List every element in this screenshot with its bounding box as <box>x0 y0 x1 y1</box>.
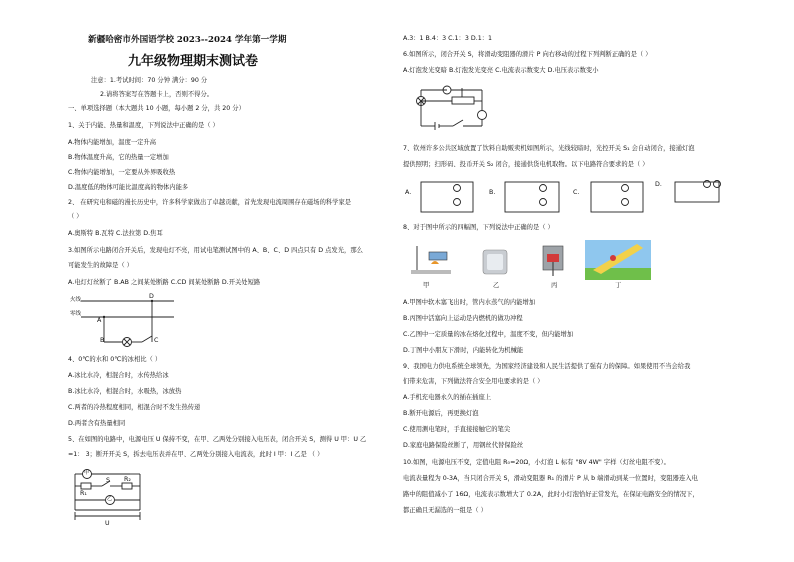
q7-label-d: D. <box>655 181 662 188</box>
q4-option-d: D.两者含有热量相同 <box>68 420 126 427</box>
q7-label-a: A. <box>405 189 412 196</box>
q3-stem-2: 可能发生的故障是（ ） <box>68 262 133 269</box>
q7-stem: 7、钦州许多公共区域放置了饮料自助贩卖机如图所示，光线较暗时，光控开关 S₁ 会自动闭合，接通灯泡 <box>403 145 695 152</box>
q8-option-c: C.乙图中一定质量的冰在熔化过程中，温度不变，但内能增加 <box>403 331 574 338</box>
q7-option-b-circuit <box>505 182 559 212</box>
q3-stem: 3.如图所示电路闭合开关后，发现电灯不亮，用试电笔测试图中的 A、B、C、D 四点只有 D 点发光，那么 <box>68 247 363 254</box>
q3-circuit-figure <box>66 292 176 354</box>
q8-label-bing: 丙 <box>551 282 558 289</box>
q7-option-figures <box>407 176 737 216</box>
q9-stem: 9、我国电力供电系统全球领先，为国家经济建设和人民生活提供了强有力的保障。如果使用不当会给我 <box>403 363 691 370</box>
fig3-label-d: D <box>149 293 154 300</box>
q8-option-b: B.丙图中活塞向上运动是内燃机的做功冲程 <box>403 315 523 322</box>
right-column <box>397 0 794 562</box>
fig5-label-yi: 乙 <box>107 496 113 502</box>
fig3-label-b: B <box>100 337 105 344</box>
fig5-label-r1: R₁ <box>80 490 87 497</box>
q7-option-a-circuit <box>421 182 473 212</box>
q4-option-b: B.冰比水冷，相混合时，水吸热，冰放热 <box>68 388 182 395</box>
q9-option-d: D.家庭电路保险丝断了，用钢丝代替保险丝 <box>403 442 524 449</box>
q3-options: A.电灯灯丝断了 B.AB 之间某处断路 C.CD 间某处断路 D.开关处短路 <box>68 279 261 286</box>
q7-option-d-circuit <box>675 181 721 203</box>
q8-label-jia: 甲 <box>423 282 430 289</box>
q2-paren: （ ） <box>68 213 83 220</box>
q2-stem: 2、 在研究电和磁的漫长历史中，许多科学家做出了卓越贡献，首先发现电流周围存在磁场的科学家是 <box>68 199 352 206</box>
q10-stem-4: 都正确且无漏选的一组是（ ） <box>403 507 487 514</box>
q5-stem: 5、在如图的电路中，电源电压 U 保持不变，在甲、乙两处分别接入电压表，闭合开关 S，测得 U 甲：U 乙 <box>68 436 367 443</box>
q6-stem: 6.如图所示，闭合开关 S，将滑动变阻器的滑片 P 向右移动的过程下列判断正确的是（ ） <box>403 51 652 58</box>
q8-label-yi: 乙 <box>493 282 500 289</box>
note-2: 2.请将答案写在答题卡上，否则不得分。 <box>100 91 214 98</box>
school-header: 新疆哈密市外国语学校 2023--2024 学年第一学期 <box>88 35 287 45</box>
fig3-live-label: 火线 <box>70 297 82 303</box>
fig3-label-a: A <box>97 317 102 324</box>
fig5-label-u: U <box>105 520 110 527</box>
q10-stem: 10.如图，电源电压不变，定值电阻 R₀=20Ω，小灯泡 L 标有 "8V 4W" 字样（灯丝电阻不变）。 <box>403 459 670 466</box>
q4-option-a: A.冰比水冷，相混合时，水传热给冰 <box>68 372 169 379</box>
q2-options: A.奥斯特 B.瓦特 C.法拉第 D.焦耳 <box>68 230 163 237</box>
fig5-label-r2: R₂ <box>124 476 131 483</box>
q1-option-c: C.物体内能增加，一定要从外界吸收热 <box>68 169 176 176</box>
q10-stem-3: 路中的阻值减小了 16Ω，电流表示数增大了 0.2A，此时小灯泡恰好正常发光，在保证电路安全的情况下， <box>403 491 699 498</box>
q9-option-c: C.使用测电笔时，手直接接触它的笔尖 <box>403 426 511 433</box>
q8-option-a: A.甲图中软木塞飞出时，管内水蒸气的内能增加 <box>403 299 536 306</box>
q10-stem-2: 电流表量程为 0-3A，当只闭合开关 S，滑动变阻器 R₁ 的滑片 P 从 b 端滑动到某一位置时，变阻器连入电 <box>403 475 698 482</box>
q1-option-a: A.物体内能增加，温度一定升高 <box>68 139 157 146</box>
q8-picture-yi <box>477 244 513 280</box>
q8-picture-jia <box>407 242 457 280</box>
q5-options: A.3：1 B.4：3 C.1：3 D.1：1 <box>403 35 493 42</box>
q7-option-c-circuit <box>591 182 643 212</box>
q8-stem: 8、对于图中所示的四幅图，下列说法中正确的是（ ） <box>403 224 554 231</box>
q9-stem-2: 们带来危害，下列做法符合安全用电要求的是（ ） <box>403 378 544 385</box>
q8-label-ding: 丁 <box>615 282 622 289</box>
exam-title: 九年级物理期末测试卷 <box>128 54 259 69</box>
q5-stem-2: =1： 3；断开开关 S，拆去电压表并在甲、乙两处分别接入电流表，此时 I 甲：I 乙是 （ ） <box>68 451 324 458</box>
section-heading: 一、单项选择题（本大题共 10 小题，每小题 2 分，共 20 分） <box>68 105 245 112</box>
note-1: 注意：1.考试时间：70 分钟 满分：90 分 <box>91 77 208 84</box>
q6-circuit-figure <box>407 80 497 130</box>
q7-stem-2: 提供照明；扫形码、投币开关 S₂ 闭合，接通供货电机取物。以下电路符合要求的是（ ） <box>403 161 649 168</box>
q8-picture-bing <box>535 242 571 280</box>
q9-option-a: A.手机充电器永久的插在插座上 <box>403 394 492 401</box>
q7-label-c: C. <box>573 189 580 196</box>
q9-option-b: B.断开电源后，再更换灯泡 <box>403 410 479 417</box>
q1-stem: 1、关于内能、热量和温度，下列说法中正确的是（ ） <box>68 122 219 129</box>
q1-option-b: B.物体温度升高，它的热量一定增加 <box>68 154 169 161</box>
q1-option-d: D.温度低的物体可能比温度高的物体内能多 <box>68 184 189 191</box>
q7-label-b: B. <box>489 189 496 196</box>
q8-picture-ding <box>585 240 651 280</box>
q8-option-d: D.丁图中小朋友下滑时，内能转化为机械能 <box>403 347 524 354</box>
q4-option-c: C.两者的冷热程度相同，相混合时不发生热传递 <box>68 404 201 411</box>
fig5-label-s: S <box>106 477 110 484</box>
fig5-label-jia: 甲 <box>84 470 90 476</box>
fig3-label-c: C <box>154 337 159 344</box>
q4-stem: 4、0℃的水和 0℃的冰相比（ ） <box>68 356 162 363</box>
fig3-neutral-label: 零线 <box>70 311 82 317</box>
q6-options: A.灯泡发光变暗 B.灯泡发光变亮 C.电流表示数变大 D.电压表示数变小 <box>403 67 599 74</box>
